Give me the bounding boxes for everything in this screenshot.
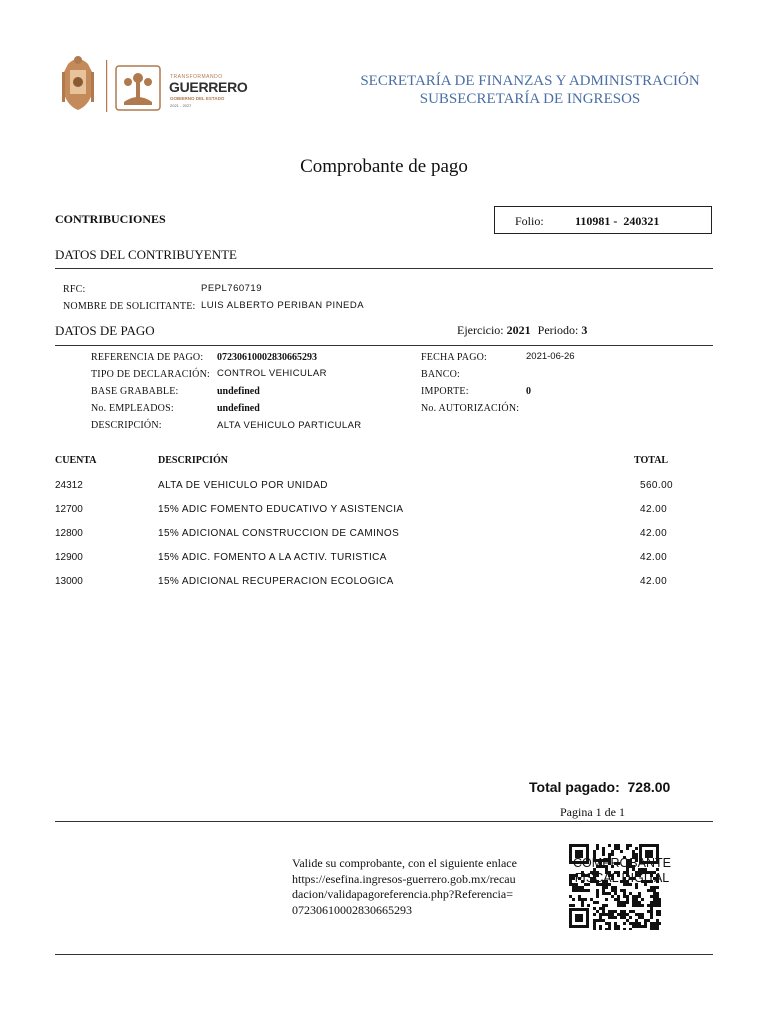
validation-line: Valide su comprobante, con el siguiente enlace [292,856,517,870]
folio-label: Folio: [515,214,544,228]
folio-value: 110981 - 240321 [575,214,660,228]
divider [55,821,713,822]
contribuyente-heading: DATOS DEL CONTRIBUYENTE [55,247,237,262]
empleados-value: undefined [217,403,260,414]
row-total: 42.00 [640,504,668,515]
validation-link[interactable]: https://esefina.ingresos-guerrero.gob.mx/recau [292,871,516,886]
periodo-label: Periodo: [537,323,579,337]
row-cuenta: 24312 [55,480,83,491]
importe-value: 0 [526,386,531,397]
row-total: 42.00 [640,528,668,539]
validation-reference: 07230610002830665293 [292,902,412,917]
base-label: BASE GRABABLE: [91,386,179,397]
header-logos [58,52,248,118]
header-institution [330,72,730,108]
page-number: Pagina 1 de 1 [560,805,625,819]
tipo-value: CONTROL VEHICULAR [217,368,327,379]
importe-label: IMPORTE: [421,386,469,397]
ejercicio-value: 2021 [506,323,531,337]
base-value: undefined [217,386,260,397]
row-total: 560.00 [640,480,673,491]
total-pagado: Total pagado: 728.00 [529,779,671,795]
qr-overlay-line: FISCAL DIGITAL [574,871,670,885]
row-cuenta: 12800 [55,528,83,539]
row-descripcion: 15% ADICIONAL CONSTRUCCION DE CAMINOS [158,528,400,539]
empleados-label: No. EMPLEADOS: [91,403,174,414]
document-title: Comprobante de pago [300,156,468,177]
ejercicio-periodo [457,323,587,338]
logo-gobierno: GOBIERNO DEL ESTADO [170,96,225,101]
row-cuenta: 13000 [55,576,83,587]
row-descripcion: 15% ADIC. FOMENTO A LA ACTIV. TURISTICA [158,552,387,563]
nombre-value: LUIS ALBERTO PERIBAN PINEDA [201,300,365,311]
rfc-label: RFC: [63,284,86,295]
referencia-label: REFERENCIA DE PAGO: [91,352,204,363]
secretaria-title: SECRETARÍA DE FINANZAS Y ADMINISTRACIÓN [360,73,700,89]
folio-box [494,206,712,234]
validation-link[interactable]: dacion/validapagoreferencia.php?Referencia= [292,887,513,901]
logo-guerrero: GUERRERO [169,79,248,95]
row-cuenta: 12700 [55,504,83,515]
referencia-value: 07230610002830665293 [217,352,317,363]
row-total: 42.00 [640,576,668,587]
contribuciones-label: CONTRIBUCIONES [55,212,166,226]
fecha-value: 2021-06-26 [526,351,575,362]
rfc-value: PEPL760719 [201,283,262,294]
subsecretaria-title: SUBSECRETARÍA DE INGRESOS [419,91,641,107]
row-descripcion: 15% ADICIONAL RECUPERACION ECOLOGICA [158,576,394,587]
row-descripcion: ALTA DE VEHICULO POR UNIDAD [158,480,328,491]
descripcion-label: DESCRIPCIÓN: [91,420,162,431]
row-descripcion: 15% ADIC FOMENTO EDUCATIVO Y ASISTENCIA [158,504,404,515]
tipo-label: TIPO DE DECLARACIÓN: [91,369,210,380]
logo-years: 2021 - 2027 [170,103,192,108]
table-header-total: TOTAL [634,455,669,466]
ejercicio-label: Ejercicio: [457,323,504,337]
divider [55,954,713,955]
periodo-value: 3 [581,323,588,337]
logo-transformando: TRANSFORMANDO [170,74,223,80]
row-total: 42.00 [640,552,668,563]
row-cuenta: 12900 [55,552,83,563]
fecha-label: FECHA PAGO: [421,352,488,363]
table-header-cuenta: CUENTA [55,455,97,466]
validation-text [292,856,550,918]
descripcion-value: ALTA VEHICULO PARTICULAR [217,420,362,431]
banco-label: BANCO: [421,369,460,380]
divider [55,345,713,346]
qr-overlay-text [557,856,687,886]
pago-heading: DATOS DE PAGO [55,323,155,338]
autorizacion-label: No. AUTORIZACIÓN: [421,403,520,414]
qr-overlay-line: COMPROBANTE [573,856,671,870]
divider [55,268,713,269]
nombre-label: NOMBRE DE SOLICITANTE: [63,301,196,312]
table-header-descripcion: DESCRIPCIÓN [158,455,229,466]
